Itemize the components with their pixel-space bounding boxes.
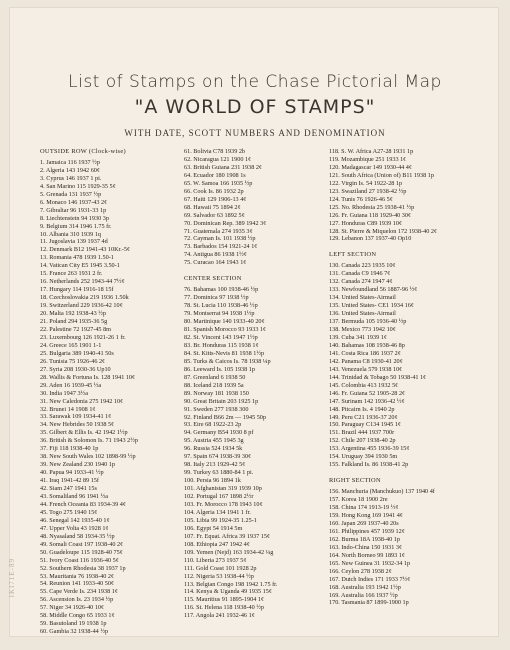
- stamp-entry: 158. China 174 1913-19 ½¢: [329, 504, 399, 512]
- stamp-entry: 169. Australia 166 1937 ½p: [329, 591, 398, 599]
- stamp-entry: 32. Brunei 14 1908 1¢: [40, 405, 96, 413]
- stamp-entry: 126. Fr. Guiana 118 1929-40 30¢: [329, 211, 412, 219]
- section-header-center: CENTER SECTION: [184, 275, 242, 283]
- stamp-entry: 35. Gilbert & Ellis Is. 42 1942 1½p: [40, 429, 128, 437]
- stamp-entry: 133. Newfoundland 56 1887-96 ½¢: [329, 286, 418, 294]
- stamp-entry: 151. Brazil 444 1937 700r: [329, 429, 395, 437]
- stamp-entry: 18. Czechoslovakia 219 1936 1.50k: [40, 294, 129, 302]
- stamp-entry: 73. Barbados 154 1921-24 1¢: [184, 243, 258, 251]
- stamp-entry: 17. Hungary 114 1916-18 15f: [40, 286, 114, 294]
- stamp-entry: 93. Eire 68 1922-23 2p: [184, 421, 242, 429]
- stamp-entry: 41. Iraq 1941-42 89 15f: [40, 477, 99, 485]
- stamp-entry: 50. Guadeloupe 115 1928-40 75¢: [40, 548, 123, 556]
- stamp-entry: 22. Palestine 72 1927-45 8m: [40, 325, 111, 333]
- stamp-entry: 100. Persia 96 1894 1k: [184, 477, 241, 485]
- stamp-entry: 84. St. Kitts-Nevis 81 1938 1½p: [184, 349, 265, 357]
- stamp-entry: 116. St. Helena 118 1938-40 ½p: [184, 604, 264, 612]
- stamp-entry: 111. Gold Coast 101 1928 2p: [184, 564, 257, 572]
- map-name-heading: "A WORLD OF STAMPS": [134, 96, 376, 118]
- stamp-entry: 12. Denmark B12 1941-43 10Kr.-5¢: [40, 246, 131, 254]
- stamp-entry: 49. Somali Coast 197 1938-40 2¢: [40, 540, 124, 548]
- column-middle: [184, 148, 277, 620]
- stamp-entry: 138. Mexico 773 1942 10¢: [329, 326, 396, 334]
- stamp-entry: 142. Panama C8 1930-41 20¢: [329, 357, 403, 365]
- stamp-entry: 155. Falkland Is. 86 1938-41 2p: [329, 461, 409, 469]
- stamp-entry: 127. Honduras C89 1939 10¢: [329, 219, 403, 227]
- stamp-entry: 56. Ascension Is. 23 1934 ½p: [40, 596, 114, 604]
- stamp-entry: 91. Sweden 277 1938 300: [184, 405, 249, 413]
- stamp-entry: 143. Venezuela 579 1938 10¢: [329, 365, 403, 373]
- stamp-entry: 146. Fr. Guiana 52 1905-28 2¢: [329, 389, 406, 397]
- stamp-entry: 60. Gambia 32 1938-44 ½p: [40, 628, 109, 636]
- stamp-entry: 47. Upper Volta 43 1928 1¢: [40, 524, 109, 532]
- stamp-entry: 168. Australia 193 1942 1½p: [329, 583, 401, 591]
- stamp-entry: 110. Liberia 273 1937 5¢: [184, 556, 247, 564]
- stamp-entry: 13. Romania 478 1939 1.50-1: [40, 254, 114, 262]
- stamp-entry: 96. Russia 524 1934 5k: [184, 445, 243, 453]
- stamp-entry: 2. Algeria 143 1942 60¢: [40, 166, 100, 174]
- column-right: [329, 148, 437, 607]
- stamp-entry: 64. Ecuador 180 1908 1s: [184, 171, 246, 179]
- stamp-entry: 102. Portugal 167 1898 2½r: [184, 493, 254, 501]
- stamp-entry: 19. Switzerland 229 1936-42 10¢: [40, 302, 123, 310]
- stamp-entry: 10. Albania 310 1939 1q: [40, 230, 102, 238]
- stamp-entry: 95. Austria 455 1945 3g: [184, 437, 244, 445]
- stamp-entry: 106. Egypt 54 1914 5m: [184, 524, 243, 532]
- stamp-entry: 130. Canada 223 1935 10¢: [329, 262, 396, 270]
- stamp-entry: 141. Costa Rica 186 1937 2¢: [329, 349, 401, 357]
- stamp-entry: 48. Nyasaland 58 1934-35 ½p: [40, 532, 115, 540]
- stamp-entry: 67. Haiti 129 1906-13 4¢: [184, 195, 247, 203]
- stamp-entry: 5. Grenada 131 1937 ½p: [40, 190, 102, 198]
- stamp-entry: 54. Reunion 141 1933-40 50¢: [40, 580, 115, 588]
- stamp-entry: 152. Chile 207 1938-40 2p: [329, 437, 396, 445]
- stamp-list-outside-cont: [184, 148, 277, 267]
- stamp-entry: 51. Ivory Coast 116 1936-40 5¢: [40, 556, 119, 564]
- stamp-entry: 21. Poland 294 1935-36 5g: [40, 318, 108, 326]
- stamp-entry: 154. Uruguay 394 1930 5m: [329, 453, 398, 461]
- stamp-entry: 39. New Zealand 230 1940 1p: [40, 461, 115, 469]
- stamp-entry: 160. Japan 269 1937-40 20s: [329, 519, 399, 527]
- section-header-right: RIGHT SECTION: [329, 477, 381, 485]
- stamp-entry: 107. Fr. Equat. Africa 39 1937 15¢: [184, 532, 271, 540]
- stamp-entry: 4. San Marino 115 1929-35 5¢: [40, 182, 116, 190]
- stamp-entry: 88. Iceland 218 1939 5a: [184, 381, 244, 389]
- stamp-entry: 170. Tasmania 87 1899-1900 1p: [329, 599, 409, 607]
- stamp-entry: 94. Germany B54 1930 8 pf: [184, 429, 254, 437]
- stamp-entry: 61. Bolivia C78 1939 2b: [184, 148, 246, 155]
- stamp-entry: 97. Spain 674 1938-39 30¢: [184, 453, 252, 461]
- stamp-entry: 166. Ceylon 278 1938 2¢: [329, 567, 392, 575]
- stamp-entry: 98. Italy 213 1929-42 5¢: [184, 461, 246, 469]
- stamp-entry: 43. Somaliland 96 1941 ½a: [40, 492, 109, 500]
- stamp-entry: 45. Togo 275 1940 15¢: [40, 508, 98, 516]
- stamp-entry: 87. Greenland 6 1938 50: [184, 373, 246, 381]
- stamp-entry: 26. Tunisia 75 1926-46 2¢: [40, 357, 106, 365]
- stamp-entry: 38. New South Wales 102 1898-99 ½p: [40, 453, 136, 461]
- stamp-entry: 82. St. Vincent 143 1947 1½p: [184, 333, 258, 341]
- stamp-entry: 122. Virgin Is. 54 1922-28 1p: [329, 179, 403, 187]
- stamp-entry: 114. Kenya & Uganda 49 1935 15¢: [184, 588, 272, 596]
- stamp-entry: 52. Southern Rhodesia 38 1937 1p: [40, 564, 126, 572]
- stamp-entry: 78. St. Lucia 110 1938-46 ½p: [184, 302, 258, 310]
- section-header-outside: OUTSIDE ROW (Clock-wise): [40, 148, 126, 155]
- stamp-entry: 33. Sarawak 109 1934-41 1¢: [40, 413, 112, 421]
- stamp-entry: 99. Turkey 63 1880-84 1 pi.: [184, 469, 254, 477]
- archive-mark: IKI71E-89: [8, 558, 16, 598]
- stamp-entry: 120. Madagascar 149 1930-44 4¢: [329, 163, 412, 171]
- stamp-entry: 8. Liechtenstein 94 1930 3p: [40, 214, 109, 222]
- stamp-entry: 27. Syria 208 1930-36 Up10: [40, 365, 111, 373]
- stamp-entry: 139. Cuba 341 1939 1¢: [329, 333, 387, 341]
- stamp-entry: 59. Basutoland 19 1938 1p: [40, 620, 107, 628]
- stamp-entry: 167. Dutch Indies 171 1933 7½¢: [329, 575, 411, 583]
- column-outside-row: [40, 148, 138, 636]
- stamp-entry: 119. Mozambique 251 1933 1¢: [329, 155, 407, 163]
- stamp-entry: 83. Br. Honduras 115 1938 1¢: [184, 341, 259, 349]
- stamp-entry: 29. Aden 16 1939-45 ½a: [40, 381, 102, 389]
- stamp-entry: 70. Dominican Rep. 389 1942 3¢: [184, 219, 267, 227]
- stamp-entry: 135. United States- CE1 1934 16¢: [329, 302, 414, 310]
- stamp-entry: 159. Hong Kong 169 1941 4¢: [329, 511, 403, 519]
- stamp-entry: 65. W. Samoa 166 1935 ½p: [184, 179, 253, 187]
- stamp-entry: 11. Jugoslavia 139 1937 4d: [40, 238, 108, 246]
- stamp-entry: 9. Belgium 314 1946 1.75 fr.: [40, 222, 112, 230]
- stamp-entry: 23. Luxembourg 126 1921-26 1 fr.: [40, 333, 126, 341]
- stamp-entry: 85. Turks & Caicos Is. 78 1938 ¼p: [184, 357, 271, 365]
- document-title: List of Stamps on the Chase Pictorial Map: [68, 72, 442, 92]
- stamp-entry: 129. Lebanon 137 1937-40 Op10: [329, 235, 412, 243]
- stamp-entry: 79. Montserrat 94 1938 1½p: [184, 310, 255, 318]
- stamp-list-center: [184, 286, 277, 620]
- stamp-entry: 63. British Guiana 231 1938 2¢: [184, 163, 263, 171]
- stamp-entry: 150. Paraguay C134 1945 1¢: [329, 421, 402, 429]
- stamp-entry: 80. Martinique 140 1933-40 20¢: [184, 318, 265, 326]
- stamp-entry: 121. South Africa (Union of) B11 1938 1p: [329, 171, 434, 179]
- stamp-entry: 115. Mauritius 91 1895-1904 1¢: [184, 596, 265, 604]
- stamp-entry: 37. Fiji 118 1938-40 1p: [40, 445, 99, 453]
- stamp-entry: 164. North Borneo 99 1893 1¢: [329, 551, 405, 559]
- stamp-entry: 20. Malta 192 1938-43 ½p: [40, 310, 106, 318]
- stamp-list-left: [329, 262, 437, 469]
- stamp-entry: 14. Vatican City E5 1945 3.50-1: [40, 262, 120, 270]
- stamp-entry: 24. Greece 165 1901 1-1: [40, 341, 102, 349]
- stamp-entry: 46. Senegal 142 1935-40 1¢: [40, 516, 110, 524]
- stamp-entry: 81. Spanish Morocco 93 1933 1¢: [184, 326, 267, 334]
- stamp-entry: 42. Siam 247 1941 15s: [40, 485, 97, 493]
- stamp-entry: 144. Trinidad & Tobago 50 1938-41 1¢: [329, 373, 427, 381]
- stamp-entry: 55. Cape Verde Is. 234 1938 1¢: [40, 588, 118, 596]
- stamp-entry: 25. Bulgaria 389 1940-41 50s: [40, 349, 114, 357]
- stamp-entry: 134. United States-Airmail: [329, 294, 396, 302]
- stamp-entry: 1. Jamaica 116 1937 ½p: [40, 158, 100, 166]
- stamp-entry: 128. St. Pierre & Miquelon 172 1938-40 2¢: [329, 227, 438, 235]
- stamp-entry: 156. Manchuria (Manchukuo) 137 1940 4f: [329, 488, 435, 496]
- stamp-entry: 132. Canada 274 1947 4¢: [329, 278, 393, 286]
- stamp-entry: 40. Papua 94 1933-41 ½p: [40, 469, 104, 477]
- stamp-entry: 162. Burma 18A 1938-40 1p: [329, 535, 400, 543]
- stamp-entry: 3. Cyprus 146 1937 1 pi.: [40, 174, 102, 182]
- stamp-entry: 77. Dominica 97 1938 ½p: [184, 294, 249, 302]
- stamp-entry: 53. Mauritania 76 1938-40 2¢: [40, 572, 115, 580]
- stamp-entry: 145. Colombia 413 1932 5¢: [329, 381, 399, 389]
- stamp-entry: 75. Curacao 164 1943 1¢: [184, 259, 247, 267]
- stamp-entry: 140. Bahamas 108 1938-46 8p: [329, 341, 405, 349]
- stamp-entry: 57. Niger 34 1926-40 10¢: [40, 604, 105, 612]
- stamp-entry: 123. Swaziland 27 1938-42 ½p: [329, 187, 407, 195]
- stamp-list-center-cont: [329, 148, 437, 243]
- stamp-entry: 104. Algeria 134 1941 1 fr.: [184, 508, 251, 516]
- stamp-entry: 44. French Oceania 83 1934-39 4¢: [40, 500, 126, 508]
- stamp-entry: 105. Libia 99 1924-35 1.25-1: [184, 516, 257, 524]
- stamp-entry: 28. Wallis & Fortuna Is. 128 1941 10¢: [40, 373, 136, 381]
- stamp-entry: 109. Yemen (Nejd) 163 1934-42 ¼g: [184, 548, 274, 556]
- stamp-entry: 117. Angola 241 1932-46 1¢: [184, 612, 255, 620]
- stamp-entry: 161. Philippines 457 1939 12¢: [329, 527, 405, 535]
- stamp-entry: 30. India 1947 3½a: [40, 389, 88, 397]
- stamp-entry: 62. Nicaragua 121 1900 1¢: [184, 155, 252, 163]
- stamp-entry: 76. Bahamas 100 1938-46 ½p: [184, 286, 259, 294]
- stamp-entry: 68. Hawaii 75 1894 2¢: [184, 203, 241, 211]
- stamp-entry: 136. United States-Airmail: [329, 310, 396, 318]
- stamp-entry: 101. Afghanistan 319 1939 10p: [184, 485, 262, 493]
- stamp-entry: 113. Belgian Congo 198 1942 1.75 fr.: [184, 580, 278, 588]
- document-subtitle: WITH DATE, SCOTT NUMBERS AND DENOMINATION: [124, 128, 386, 138]
- stamp-entry: 86. Leeward Is. 105 1938 1p: [184, 365, 255, 373]
- stamp-entry: 157. Korea 18 1900 2re: [329, 496, 388, 504]
- stamp-entry: 108. Ethiopia 247 1942 4¢: [184, 540, 250, 548]
- stamp-entry: 124. Tunis 76 1926-46 5¢: [329, 195, 393, 203]
- stamp-entry: 15. France 263 1931 2 fr.: [40, 270, 103, 278]
- stamp-entry: 92. Finland B66 2m — 1945 50p: [184, 413, 266, 421]
- stamp-entry: 34. New Hebrides 50 1938 5¢: [40, 421, 115, 429]
- stamp-entry: 58. Middle Congo 65 1933 1¢: [40, 612, 115, 620]
- stamp-entry: 163. Indo-China 150 1931 3¢: [329, 543, 403, 551]
- stamp-list-outside: [40, 159, 138, 636]
- stamp-entry: 89. Norway 181 1938 150: [184, 389, 249, 397]
- stamp-entry: 90. Great Britain 203 1925 1p: [184, 397, 259, 405]
- stamp-entry: 7. Gibraltar 96 1931-33 1p: [40, 206, 107, 214]
- stamp-entry: 16. Netherlands 252 1943-44 7½¢: [40, 278, 125, 286]
- stamp-entry: 31. New Caledonia 275 1942 10¢: [40, 397, 124, 405]
- stamp-entry: 74. Antigua 86 1938 1½¢: [184, 251, 247, 259]
- stamp-entry: 6. Monaco 146 1937-43 2¢: [40, 198, 108, 206]
- stamp-entry: 125. No. Rhodesia 25 1938-41 ½p: [329, 203, 415, 211]
- stamp-entry: 66. Cook Is. 86 1932 2p: [184, 187, 244, 195]
- stamp-entry: 131. Canada C9 1946 7¢: [329, 270, 391, 278]
- stamp-entry: 148. Pitcairn Is. 4 1940 2p: [329, 405, 395, 413]
- stamp-entry: 149. Peru C21 1936-37 20¢: [329, 413, 398, 421]
- stamp-entry: 118. S. W. Africa A27-28 1931 1p: [329, 148, 414, 155]
- section-header-left: LEFT SECTION: [329, 251, 377, 259]
- stamp-list-right: [329, 488, 437, 607]
- stamp-entry: 137. Bermuda 105 1936-40 ½p: [329, 318, 407, 326]
- stamp-entry: 72. Cayman Is. 101 1938 ½p: [184, 235, 256, 243]
- stamp-entry: 147. Surinam 142 1936-42 ½¢: [329, 397, 405, 405]
- stamp-entry: 103. Fr. Morocco 178 1943 10¢: [184, 500, 263, 508]
- stamp-entry: 153. Argentina 455 1936-39 15¢: [329, 445, 410, 453]
- stamp-entry: 112. Nigeria 53 1938-44 ½p: [184, 572, 254, 580]
- stamp-entry: 165. New Guinea 31 1932-34 1p: [329, 559, 411, 567]
- stamp-entry: 69. Salvador 63 1892 5¢: [184, 211, 245, 219]
- stamp-entry: 71. Guatemala 274 1935 3¢: [184, 227, 253, 235]
- stamp-entry: 36. British & Solomon Is. 71 1943 2½p: [40, 437, 138, 445]
